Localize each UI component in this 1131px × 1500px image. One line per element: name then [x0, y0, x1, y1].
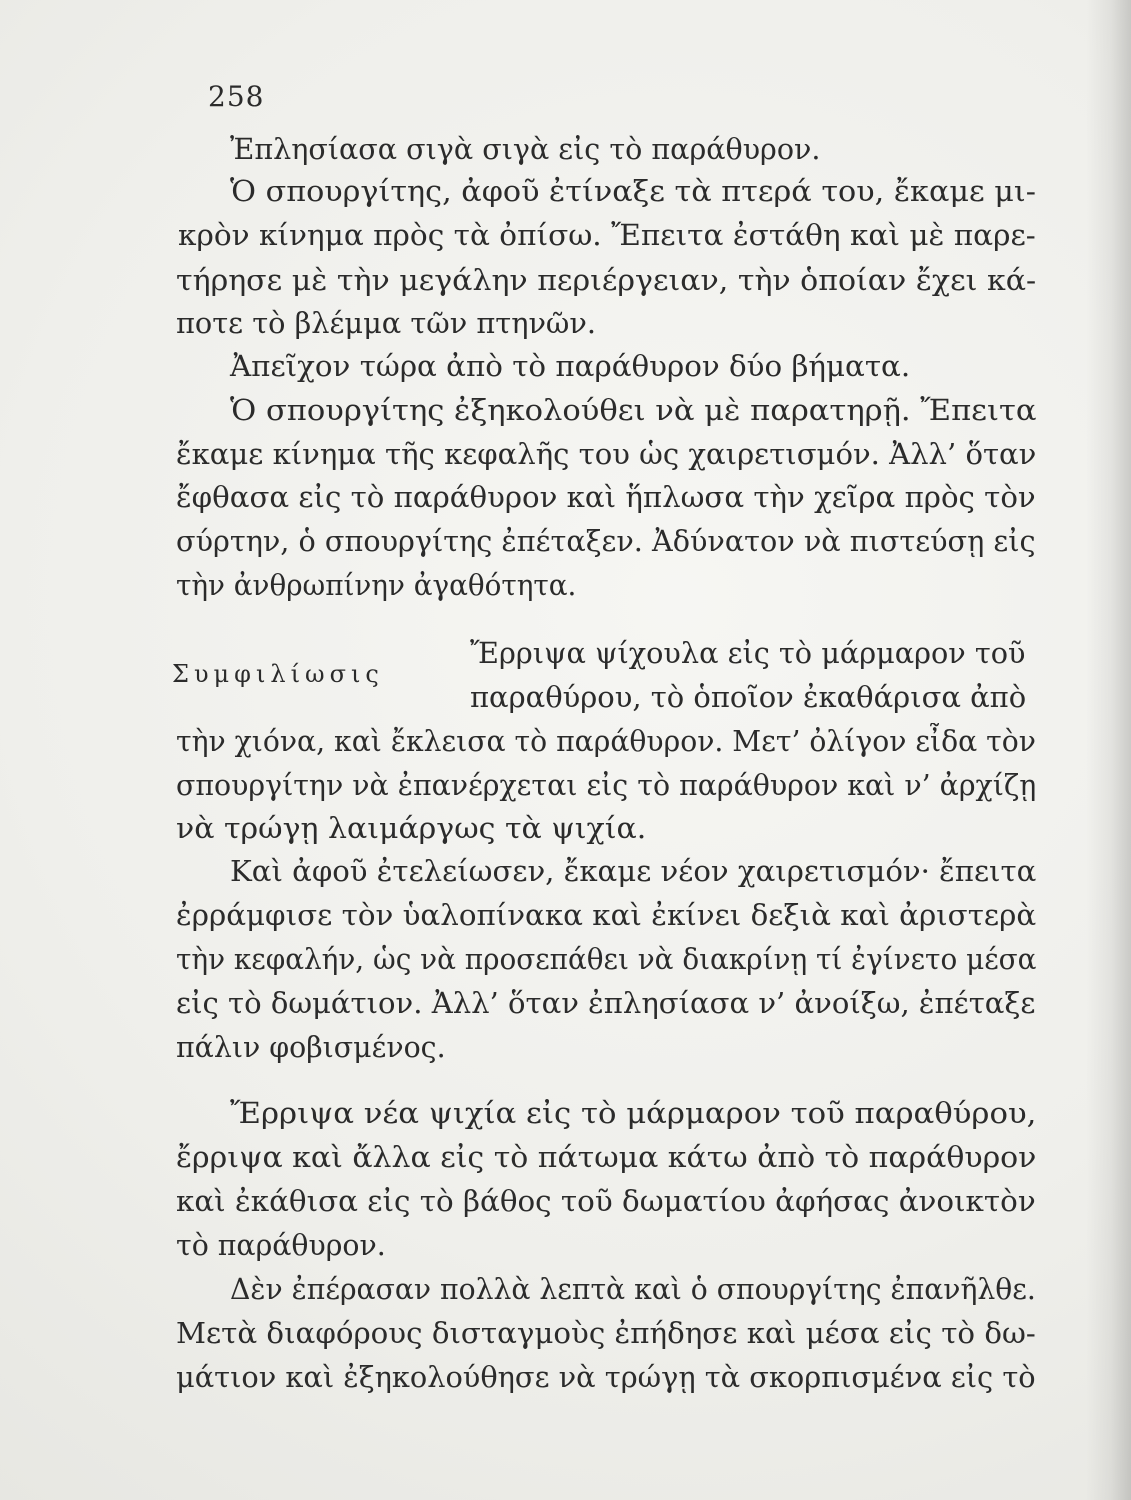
text-line: σύρτην, ὁ σπουργίτης ἐπέταξεν. Ἀδύνατον νὰ πιστεύσῃ εἰς: [176, 525, 1036, 558]
text-line: παραθύρου, τὸ ὁποῖον ἐκαθάρισα ἀπὸ: [470, 681, 1027, 714]
text-line: Δὲν ἐπέρασαν πολλὰ λεπτὰ καὶ ὁ σπουργίτης ἐπανῆλθε.: [230, 1273, 1036, 1306]
text-line: τὴν ἀνθρωπίνην ἀγαθότητα.: [176, 569, 577, 602]
text-line: Μετὰ διαφόρους δισταγμοὺς ἐπήδησε καὶ μέσα εἰς τὸ δω-: [176, 1317, 1036, 1350]
text-line: εἰς τὸ δωμάτιον. Ἀλλ’ ὅταν ἐπλησίασα ν’ ἀνοίξω, ἐπέταξε: [176, 987, 1036, 1020]
text-line: κρὸν κίνημα πρὸς τὰ ὀπίσω. Ἔπειτα ἐστάθη καὶ μὲ παρε-: [178, 219, 1036, 252]
text-line: ἐρράμφισε τὸν ὑαλοπίνακα καὶ ἐκίνει δεξιὰ καὶ ἀριστερὰ: [176, 899, 1037, 932]
text-line: σπουργίτην νὰ ἐπανέρχεται εἰς τὸ παράθυρον καὶ ν’ ἀρχίζῃ: [176, 769, 1037, 802]
page-number: 258: [208, 80, 265, 113]
text-line: Ἐπλησίασα σιγὰ σιγὰ εἰς τὸ παράθυρον.: [230, 133, 821, 166]
marginal-section-heading: Συμφιλίωσις: [172, 660, 384, 688]
text-line: Ἔρριψα ψίχουλα εἰς τὸ μάρμαρον τοῦ: [470, 637, 1026, 670]
text-line: Ὁ σπουργίτης ἐξηκολούθει νὰ μὲ παρατηρῇ. Ἔπειτα: [230, 394, 1037, 427]
text-line: Καὶ ἀφοῦ ἐτελείωσεν, ἔκαμε νέον χαιρετισμόν· ἔπειτα: [230, 855, 1037, 888]
text-line: τὸ παράθυρον.: [176, 1229, 386, 1262]
text-line: ἔφθασα εἰς τὸ παράθυρον καὶ ἥπλωσα τὴν χεῖρα πρὸς τὸν: [176, 481, 1036, 514]
text-line: νὰ τρώγῃ λαιμάργως τὰ ψιχία.: [176, 812, 647, 845]
text-line: ἔρριψα καὶ ἄλλα εἰς τὸ πάτωμα κάτω ἀπὸ τὸ παράθυρον: [176, 1141, 1037, 1174]
text-line: τὴν κεφαλήν, ὡς νὰ προσεπάθει νὰ διακρίνῃ τί ἐγίνετο μέσα: [176, 943, 1037, 976]
text-line: τήρησε μὲ τὴν μεγάλην περιέργειαν, τὴν ὁποίαν ἔχει κά-: [176, 264, 1037, 297]
page-edge-shadow: [1086, 0, 1131, 1500]
text-line: ἔκαμε κίνημα τῆς κεφαλῆς του ὡς χαιρετισμόν. Ἀλλ’ ὅταν: [176, 438, 1037, 471]
text-line: Ὁ σπουργίτης, ἀφοῦ ἐτίναξε τὰ πτερά του, ἔκαμε μι-: [230, 175, 1036, 208]
text-line: μάτιον καὶ ἐξηκολούθησε νὰ τρώγῃ τὰ σκορπισμένα εἰς τὸ: [176, 1361, 1036, 1394]
text-line: τὴν χιόνα, καὶ ἔκλεισα τὸ παράθυρον. Μετ’ ὀλίγον εἶδα τὸν: [176, 725, 1036, 758]
text-line: Ἀπεῖχον τώρα ἀπὸ τὸ παράθυρον δύο βήματα.: [230, 350, 911, 383]
text-line: ποτε τὸ βλέμμα τῶν πτηνῶν.: [176, 307, 597, 340]
text-line: καὶ ἐκάθισα εἰς τὸ βάθος τοῦ δωματίου ἀφήσας ἀνοικτὸν: [176, 1185, 1036, 1218]
text-line: Ἔρριψα νέα ψιχία εἰς τὸ μάρμαρον τοῦ παραθύρου,: [230, 1097, 1037, 1130]
text-line: πάλιν φοβισμένος.: [176, 1031, 446, 1064]
